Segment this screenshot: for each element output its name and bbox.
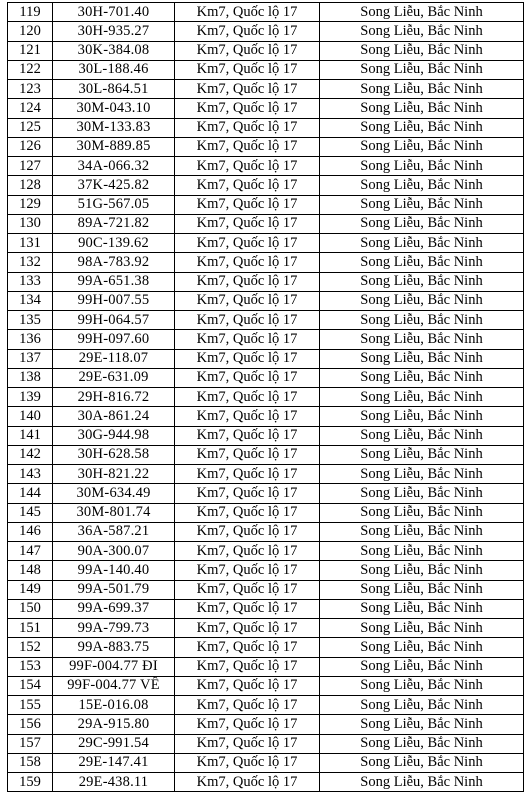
violation-area: Song Liễu, Bắc Ninh <box>320 272 524 291</box>
violation-location: Km7, Quốc lộ 17 <box>175 407 320 426</box>
license-plate: 29E-631.09 <box>53 368 175 387</box>
table-row <box>8 715 524 734</box>
violation-area: Song Liễu, Bắc Ninh <box>320 349 524 368</box>
license-plate: 29E-118.07 <box>53 349 175 368</box>
violation-area: Song Liễu, Bắc Ninh <box>320 657 524 676</box>
row-number: 158 <box>8 753 53 772</box>
table-row <box>8 465 524 484</box>
table-row <box>8 753 524 772</box>
violation-area: Song Liễu, Bắc Ninh <box>320 734 524 753</box>
violation-location: Km7, Quốc lộ 17 <box>175 580 320 599</box>
table-row <box>8 311 524 330</box>
license-plate: 15E-016.08 <box>53 696 175 715</box>
violation-area: Song Liễu, Bắc Ninh <box>320 60 524 79</box>
table-row <box>8 137 524 156</box>
violation-area: Song Liễu, Bắc Ninh <box>320 715 524 734</box>
table-row <box>8 522 524 541</box>
license-plate: 99F-004.77 VỀ <box>53 676 175 695</box>
row-number: 144 <box>8 484 53 503</box>
license-plate: 90A-300.07 <box>53 542 175 561</box>
row-number: 159 <box>8 773 53 792</box>
license-plate: 99F-004.77 ĐI <box>53 657 175 676</box>
violation-area: Song Liễu, Bắc Ninh <box>320 696 524 715</box>
license-plate: 36A-587.21 <box>53 522 175 541</box>
license-plate: 98A-783.92 <box>53 253 175 272</box>
violation-location: Km7, Quốc lộ 17 <box>175 657 320 676</box>
license-plate: 29E-438.11 <box>53 773 175 792</box>
violation-location: Km7, Quốc lộ 17 <box>175 522 320 541</box>
row-number: 147 <box>8 542 53 561</box>
license-plate: 29A-915.80 <box>53 715 175 734</box>
table-row <box>8 388 524 407</box>
violation-location: Km7, Quốc lộ 17 <box>175 503 320 522</box>
row-number: 132 <box>8 253 53 272</box>
table-row <box>8 157 524 176</box>
license-plate: 30H-628.58 <box>53 445 175 464</box>
violation-area: Song Liễu, Bắc Ninh <box>320 580 524 599</box>
table-row <box>8 734 524 753</box>
license-plate: 30M-889.85 <box>53 137 175 156</box>
violation-area: Song Liễu, Bắc Ninh <box>320 676 524 695</box>
table-row <box>8 619 524 638</box>
violation-area: Song Liễu, Bắc Ninh <box>320 561 524 580</box>
row-number: 154 <box>8 676 53 695</box>
license-plate: 30M-043.10 <box>53 99 175 118</box>
row-number: 153 <box>8 657 53 676</box>
violation-location: Km7, Quốc lộ 17 <box>175 561 320 580</box>
row-number: 156 <box>8 715 53 734</box>
violation-location: Km7, Quốc lộ 17 <box>175 638 320 657</box>
license-plate: 99A-699.37 <box>53 599 175 618</box>
violation-area: Song Liễu, Bắc Ninh <box>320 176 524 195</box>
violation-area: Song Liễu, Bắc Ninh <box>320 753 524 772</box>
violation-area: Song Liễu, Bắc Ninh <box>320 619 524 638</box>
row-number: 140 <box>8 407 53 426</box>
violation-location: Km7, Quốc lộ 17 <box>175 176 320 195</box>
row-number: 148 <box>8 561 53 580</box>
violation-location: Km7, Quốc lộ 17 <box>175 99 320 118</box>
row-number: 152 <box>8 638 53 657</box>
violation-area: Song Liễu, Bắc Ninh <box>320 157 524 176</box>
violation-location: Km7, Quốc lộ 17 <box>175 734 320 753</box>
row-number: 129 <box>8 195 53 214</box>
table-row <box>8 426 524 445</box>
license-plate: 37K-425.82 <box>53 176 175 195</box>
violation-location: Km7, Quốc lộ 17 <box>175 3 320 22</box>
table-row <box>8 503 524 522</box>
violation-area: Song Liễu, Bắc Ninh <box>320 465 524 484</box>
row-number: 121 <box>8 41 53 60</box>
row-number: 135 <box>8 311 53 330</box>
table-row <box>8 696 524 715</box>
violation-location: Km7, Quốc lộ 17 <box>175 60 320 79</box>
row-number: 134 <box>8 291 53 310</box>
violation-area: Song Liễu, Bắc Ninh <box>320 3 524 22</box>
license-plate: 30L-864.51 <box>53 80 175 99</box>
violation-area: Song Liễu, Bắc Ninh <box>320 426 524 445</box>
license-plate: 30H-935.27 <box>53 22 175 41</box>
violation-location: Km7, Quốc lộ 17 <box>175 214 320 233</box>
license-plate: 29E-147.41 <box>53 753 175 772</box>
license-plate: 29H-816.72 <box>53 388 175 407</box>
violation-area: Song Liễu, Bắc Ninh <box>320 407 524 426</box>
violation-location: Km7, Quốc lộ 17 <box>175 542 320 561</box>
violation-area: Song Liễu, Bắc Ninh <box>320 503 524 522</box>
license-plate: 99A-799.73 <box>53 619 175 638</box>
table-row <box>8 676 524 695</box>
row-number: 145 <box>8 503 53 522</box>
row-number: 146 <box>8 522 53 541</box>
violation-area: Song Liễu, Bắc Ninh <box>320 522 524 541</box>
violation-location: Km7, Quốc lộ 17 <box>175 234 320 253</box>
violation-location: Km7, Quốc lộ 17 <box>175 368 320 387</box>
violation-area: Song Liễu, Bắc Ninh <box>320 599 524 618</box>
violation-location: Km7, Quốc lộ 17 <box>175 465 320 484</box>
row-number: 150 <box>8 599 53 618</box>
table-row <box>8 330 524 349</box>
violation-location: Km7, Quốc lộ 17 <box>175 715 320 734</box>
row-number: 133 <box>8 272 53 291</box>
row-number: 141 <box>8 426 53 445</box>
license-plate: 30L-188.46 <box>53 60 175 79</box>
violation-location: Km7, Quốc lộ 17 <box>175 311 320 330</box>
license-plate: 89A-721.82 <box>53 214 175 233</box>
table-row <box>8 484 524 503</box>
row-number: 126 <box>8 137 53 156</box>
row-number: 149 <box>8 580 53 599</box>
violation-location: Km7, Quốc lộ 17 <box>175 484 320 503</box>
license-plate: 30H-821.22 <box>53 465 175 484</box>
row-number: 123 <box>8 80 53 99</box>
row-number: 151 <box>8 619 53 638</box>
violation-location: Km7, Quốc lộ 17 <box>175 330 320 349</box>
violation-area: Song Liễu, Bắc Ninh <box>320 484 524 503</box>
table-row <box>8 638 524 657</box>
table-row <box>8 580 524 599</box>
violation-area: Song Liễu, Bắc Ninh <box>320 311 524 330</box>
table-row <box>8 657 524 676</box>
row-number: 155 <box>8 696 53 715</box>
violation-area: Song Liễu, Bắc Ninh <box>320 99 524 118</box>
table-row <box>8 407 524 426</box>
row-number: 119 <box>8 3 53 22</box>
violation-area: Song Liễu, Bắc Ninh <box>320 291 524 310</box>
violation-area: Song Liễu, Bắc Ninh <box>320 118 524 137</box>
violation-area: Song Liễu, Bắc Ninh <box>320 368 524 387</box>
table-row <box>8 291 524 310</box>
violation-area: Song Liễu, Bắc Ninh <box>320 445 524 464</box>
table-row <box>8 118 524 137</box>
table-row <box>8 253 524 272</box>
violation-location: Km7, Quốc lộ 17 <box>175 253 320 272</box>
license-plate: 99A-501.79 <box>53 580 175 599</box>
license-plate: 30M-133.83 <box>53 118 175 137</box>
table-row <box>8 80 524 99</box>
row-number: 128 <box>8 176 53 195</box>
violation-location: Km7, Quốc lộ 17 <box>175 388 320 407</box>
table-row <box>8 195 524 214</box>
violation-location: Km7, Quốc lộ 17 <box>175 773 320 792</box>
violation-location: Km7, Quốc lộ 17 <box>175 272 320 291</box>
table-row <box>8 773 524 792</box>
row-number: 120 <box>8 22 53 41</box>
violation-area: Song Liễu, Bắc Ninh <box>320 195 524 214</box>
row-number: 136 <box>8 330 53 349</box>
violation-location: Km7, Quốc lộ 17 <box>175 157 320 176</box>
license-plate: 99A-883.75 <box>53 638 175 657</box>
license-plate: 30M-801.74 <box>53 503 175 522</box>
license-plate: 30A-861.24 <box>53 407 175 426</box>
violation-location: Km7, Quốc lộ 17 <box>175 195 320 214</box>
table-row <box>8 99 524 118</box>
violation-location: Km7, Quốc lộ 17 <box>175 22 320 41</box>
table-row <box>8 3 524 22</box>
violation-location: Km7, Quốc lộ 17 <box>175 753 320 772</box>
violation-area: Song Liễu, Bắc Ninh <box>320 41 524 60</box>
row-number: 127 <box>8 157 53 176</box>
row-number: 130 <box>8 214 53 233</box>
violation-area: Song Liễu, Bắc Ninh <box>320 234 524 253</box>
violation-area: Song Liễu, Bắc Ninh <box>320 80 524 99</box>
row-number: 131 <box>8 234 53 253</box>
violation-location: Km7, Quốc lộ 17 <box>175 676 320 695</box>
violation-location: Km7, Quốc lộ 17 <box>175 426 320 445</box>
violation-location: Km7, Quốc lộ 17 <box>175 696 320 715</box>
table-row <box>8 599 524 618</box>
row-number: 138 <box>8 368 53 387</box>
violation-location: Km7, Quốc lộ 17 <box>175 137 320 156</box>
violation-area: Song Liễu, Bắc Ninh <box>320 253 524 272</box>
table-row <box>8 561 524 580</box>
violation-location: Km7, Quốc lộ 17 <box>175 349 320 368</box>
violation-location: Km7, Quốc lộ 17 <box>175 118 320 137</box>
violation-location: Km7, Quốc lộ 17 <box>175 80 320 99</box>
table-row <box>8 22 524 41</box>
violation-location: Km7, Quốc lộ 17 <box>175 619 320 638</box>
table-row <box>8 542 524 561</box>
violation-table <box>7 2 524 792</box>
table-row <box>8 368 524 387</box>
violation-area: Song Liễu, Bắc Ninh <box>320 330 524 349</box>
violation-area: Song Liễu, Bắc Ninh <box>320 542 524 561</box>
license-plate: 99H-007.55 <box>53 291 175 310</box>
violation-location: Km7, Quốc lộ 17 <box>175 445 320 464</box>
license-plate: 99A-140.40 <box>53 561 175 580</box>
violation-location: Km7, Quốc lộ 17 <box>175 291 320 310</box>
violation-area: Song Liễu, Bắc Ninh <box>320 388 524 407</box>
violation-location: Km7, Quốc lộ 17 <box>175 41 320 60</box>
violation-area: Song Liễu, Bắc Ninh <box>320 214 524 233</box>
row-number: 122 <box>8 60 53 79</box>
row-number: 142 <box>8 445 53 464</box>
license-plate: 99H-097.60 <box>53 330 175 349</box>
table-row <box>8 445 524 464</box>
table-row <box>8 60 524 79</box>
license-plate: 30G-944.98 <box>53 426 175 445</box>
license-plate: 30H-701.40 <box>53 3 175 22</box>
row-number: 139 <box>8 388 53 407</box>
table-body <box>8 3 524 792</box>
table-row <box>8 214 524 233</box>
row-number: 124 <box>8 99 53 118</box>
license-plate: 30M-634.49 <box>53 484 175 503</box>
violation-location: Km7, Quốc lộ 17 <box>175 599 320 618</box>
violation-area: Song Liễu, Bắc Ninh <box>320 773 524 792</box>
table-row <box>8 176 524 195</box>
row-number: 137 <box>8 349 53 368</box>
violation-area: Song Liễu, Bắc Ninh <box>320 638 524 657</box>
license-plate: 34A-066.32 <box>53 157 175 176</box>
table-row <box>8 41 524 60</box>
violation-area: Song Liễu, Bắc Ninh <box>320 137 524 156</box>
license-plate: 90C-139.62 <box>53 234 175 253</box>
license-plate: 30K-384.08 <box>53 41 175 60</box>
license-plate: 29C-991.54 <box>53 734 175 753</box>
row-number: 143 <box>8 465 53 484</box>
table-row <box>8 272 524 291</box>
row-number: 157 <box>8 734 53 753</box>
license-plate: 51G-567.05 <box>53 195 175 214</box>
license-plate: 99H-064.57 <box>53 311 175 330</box>
license-plate: 99A-651.38 <box>53 272 175 291</box>
violation-area: Song Liễu, Bắc Ninh <box>320 22 524 41</box>
table-row <box>8 234 524 253</box>
table-row <box>8 349 524 368</box>
row-number: 125 <box>8 118 53 137</box>
